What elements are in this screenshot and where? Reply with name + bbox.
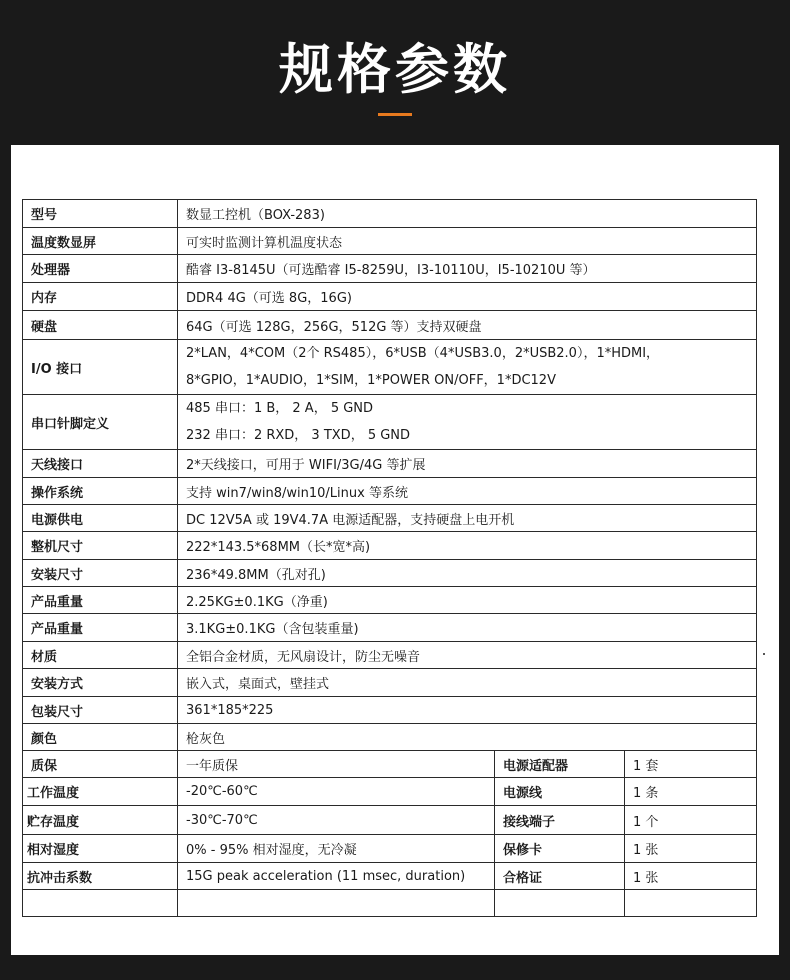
spec-label: 操作系统: [23, 478, 178, 505]
spec-value: 数显工控机（BOX-283): [178, 200, 757, 228]
spec-label: 型号: [23, 200, 178, 228]
empty-cell: [495, 890, 625, 917]
empty-cell: [625, 890, 757, 917]
table-row: [23, 505, 757, 532]
table-row: [23, 642, 757, 669]
spec-label: 产品重量: [23, 587, 178, 614]
accessory-name: 电源线: [495, 778, 625, 806]
spec-value: 15G peak acceleration (11 msec, duration): [178, 863, 495, 890]
spec-label: 相对湿度: [23, 835, 178, 863]
spec-value: 3.1KG±0.1KG（含包装重量): [178, 614, 757, 642]
spec-value: 361*185*225: [178, 697, 757, 724]
accessory-qty: 1 条: [625, 778, 757, 806]
table-row: [23, 669, 757, 697]
spec-value-line: 232 串口：2 RXD， 3 TXD， 5 GND: [186, 428, 411, 443]
table-row: [23, 835, 757, 863]
table-row: [23, 311, 757, 340]
spec-value: 64G（可选 128G，256G，512G 等）支持双硬盘: [178, 311, 757, 340]
accessory-qty: 1 张: [625, 835, 757, 863]
accessory-qty: 1 个: [625, 806, 757, 835]
empty-cell: [23, 890, 178, 917]
spec-label: 温度数显屏: [23, 228, 178, 255]
spec-value: 全铝合金材质，无风扇设计，防尘无噪音: [178, 642, 757, 669]
spec-label: 贮存温度: [23, 806, 178, 835]
spec-value: 支持 win7/win8/win10/Linux 等系统: [178, 478, 757, 505]
table-row: [23, 228, 757, 255]
accessory-name: 电源适配器: [495, 751, 625, 778]
spec-label: 产品重量: [23, 614, 178, 642]
spec-value: -20℃-60℃: [178, 778, 495, 806]
page-title: 规格参数: [279, 38, 511, 101]
spec-value: 嵌入式，桌面式，壁挂式: [178, 669, 757, 697]
table-row: [23, 863, 757, 890]
spec-label: 颜色: [23, 724, 178, 751]
spec-label: 工作温度: [23, 778, 178, 806]
spec-label: 包装尺寸: [23, 697, 178, 724]
spec-label: 安装尺寸: [23, 560, 178, 587]
page-header: [0, 0, 790, 145]
table-row: [23, 283, 757, 311]
table-row: [23, 778, 757, 806]
table-row: [23, 890, 757, 917]
spec-value: DC 12V5A 或 19V4.7A 电源适配器，支持硬盘上电开机: [178, 505, 757, 532]
spec-value: 0% - 95% 相对湿度，无冷凝: [178, 835, 495, 863]
spec-value: 2.25KG±0.1KG（净重): [178, 587, 757, 614]
table-row: [23, 532, 757, 560]
spec-label: 抗冲击系数: [23, 863, 178, 890]
spec-table: [22, 199, 757, 917]
spec-label: 材质: [23, 642, 178, 669]
table-row: [23, 806, 757, 835]
spec-label: 处理器: [23, 255, 178, 283]
accessory-qty: 1 套: [625, 751, 757, 778]
spec-label: 内存: [23, 283, 178, 311]
spec-value-line: 8*GPIO，1*AUDIO，1*SIM，1*POWER ON/OFF，1*DC12V: [186, 373, 556, 388]
spec-label: 安装方式: [23, 669, 178, 697]
empty-cell: [178, 890, 495, 917]
table-row: [23, 560, 757, 587]
table-row: [23, 751, 757, 778]
spec-value: [178, 340, 757, 395]
spec-label: 整机尺寸: [23, 532, 178, 560]
spec-value: 236*49.8MM（孔对孔): [178, 560, 757, 587]
table-row: [23, 255, 757, 283]
spec-value: 一年质保: [178, 751, 495, 778]
spec-value: [178, 395, 757, 450]
spec-value: DDR4 4G（可选 8G，16G): [178, 283, 757, 311]
spec-value-line: 2*LAN，4*COM（2个 RS485），6*USB（4*USB3.0，2*USB2.0），1*HDMI，: [186, 346, 660, 361]
spec-label: 硬盘: [23, 311, 178, 340]
spec-value: 222*143.5*68MM（长*宽*高): [178, 532, 757, 560]
spec-label: 质保: [23, 751, 178, 778]
accessory-name: 合格证: [495, 863, 625, 890]
table-row: [23, 340, 757, 395]
spec-value: -30℃-70℃: [178, 806, 495, 835]
table-row: [23, 697, 757, 724]
spec-value: 酷睿 I3-8145U（可选酷睿 I5-8259U，I3-10110U，I5-10210U 等）: [178, 255, 757, 283]
spec-value: 枪灰色: [178, 724, 757, 751]
spec-label: I/O 接口: [23, 340, 178, 395]
accessory-name: 接线端子: [495, 806, 625, 835]
spec-value: 可实时监测计算机温度状态: [178, 228, 757, 255]
table-row: [23, 395, 757, 450]
accessory-qty: 1 张: [625, 863, 757, 890]
spec-value: 2*天线接口，可用于 WIFI/3G/4G 等扩展: [178, 450, 757, 478]
spec-value-line: 485 串口：1 B， 2 A， 5 GND: [186, 401, 374, 416]
stray-dot: [763, 653, 765, 655]
spec-label: 电源供电: [23, 505, 178, 532]
table-row: [23, 614, 757, 642]
table-row: [23, 724, 757, 751]
table-row: [23, 587, 757, 614]
table-row: [23, 450, 757, 478]
accessory-name: 保修卡: [495, 835, 625, 863]
table-row: [23, 478, 757, 505]
table-row: [23, 200, 757, 228]
spec-label: 串口针脚定义: [23, 395, 178, 450]
spec-label: 天线接口: [23, 450, 178, 478]
title-accent-bar: [378, 113, 412, 116]
